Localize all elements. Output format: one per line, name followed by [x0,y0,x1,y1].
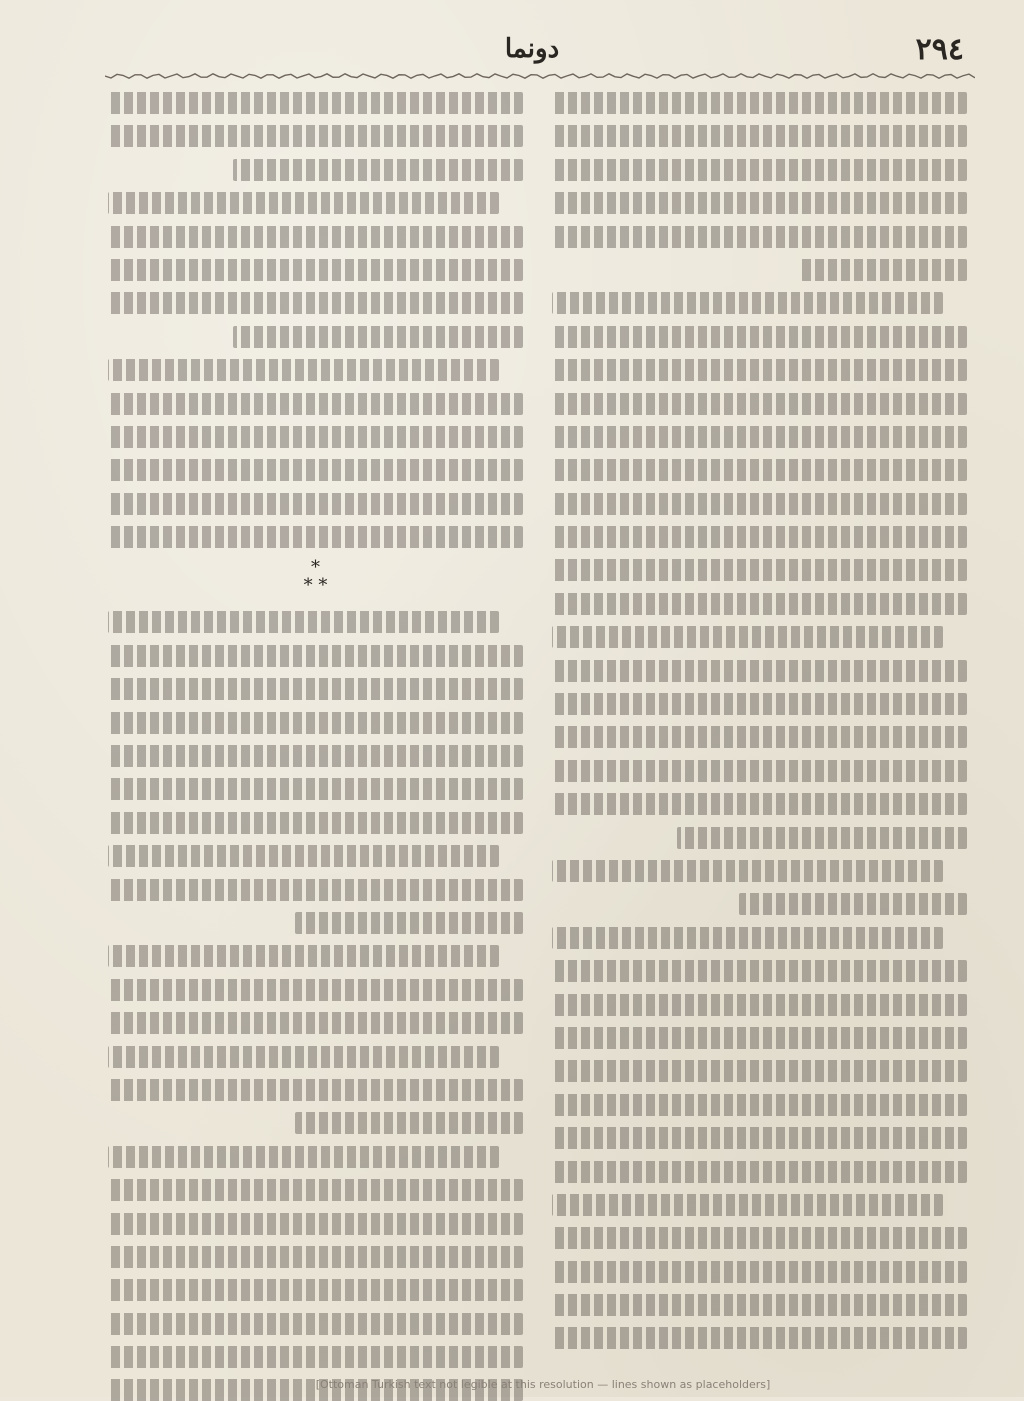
page-header [100,28,964,68]
unreadable-text-line [552,125,967,147]
unreadable-text-line [108,778,523,800]
unreadable-text-line [677,827,968,849]
unreadable-text-line [552,359,967,381]
unreadable-text-line [108,945,499,967]
unreadable-text-line [108,393,523,415]
unreadable-text-line [801,259,967,281]
unreadable-text-line [552,393,967,415]
unreadable-text-line [108,845,499,867]
unreadable-text-line [108,192,499,214]
header-wavy-rule [105,70,975,82]
unreadable-text-line [552,192,967,214]
unreadable-text-line [108,678,523,700]
unreadable-text-line [108,526,523,548]
unreadable-text-line [108,1079,523,1101]
column-right [552,92,967,1362]
unreadable-text-line [552,793,967,815]
unreadable-text-line [552,1227,967,1249]
unreadable-text-line [108,1346,523,1368]
unreadable-text-line [108,459,523,481]
unreadable-text-line [552,92,967,114]
unreadable-text-line [552,459,967,481]
unreadable-text-line [108,1313,523,1335]
unreadable-text-line [108,359,499,381]
unreadable-text-line [552,1127,967,1149]
unreadable-text-line [108,1213,523,1235]
unreadable-text-line [295,1112,523,1134]
unreadable-text-line [552,1327,967,1349]
unreadable-text-line [552,493,967,515]
unreadable-text-line [552,1161,967,1183]
unreadable-text-line [108,92,523,114]
unreadable-text-line [552,660,967,682]
unreadable-text-line [552,292,943,314]
unreadable-text-line [233,326,524,348]
unreadable-text-line [108,1279,523,1301]
unreadable-text-line [108,493,523,515]
page-number: ٢٩٤ [915,32,964,67]
unreadable-text-line [552,526,967,548]
asterism-divider: * * * [303,557,328,597]
unreadable-text-line [108,611,499,633]
unreadable-text-line [552,860,943,882]
unreadable-text-line [108,712,523,734]
unreadable-text-line [108,879,523,901]
column-left [108,92,523,1362]
unreadable-text-line [552,326,967,348]
unreadable-text-line [108,1012,523,1034]
unreadable-text-line [108,426,523,448]
unreadable-text-line [552,159,967,181]
unreadable-text-line [108,1179,523,1201]
unreadable-text-line [552,559,967,581]
unreadable-text-line [108,979,523,1001]
unreadable-text-line [552,994,967,1016]
unreadable-text-line [552,693,967,715]
unreadable-text-line [108,292,523,314]
unreadable-text-line [108,259,523,281]
unreadable-text-line [552,593,967,615]
unreadable-text-line [295,912,523,934]
unreadable-text-line [108,812,523,834]
unreadable-text-line [552,726,967,748]
unreadable-text-line [108,1146,499,1168]
unreadable-text-line [233,159,524,181]
unreadable-text-line [108,1046,499,1068]
unreadable-text-line [552,960,967,982]
unreadable-text-line [108,125,523,147]
unreadable-text-line [552,426,967,448]
unreadable-text-line [552,1194,943,1216]
unreadable-text-line [552,927,943,949]
unreadable-text-line [552,760,967,782]
running-title: دونما [504,34,560,64]
unreadable-text-line [108,645,523,667]
unreadable-text-line [552,1294,967,1316]
unreadable-text-line [108,226,523,248]
unreadable-text-line [552,1060,967,1082]
unreadable-text-line [108,745,523,767]
unreadable-text-line [552,226,967,248]
unreadable-text-line [552,1094,967,1116]
unreadable-text-line [739,893,967,915]
transcription-note: [Ottoman Turkish text not legible at this resolution — lines shown as placeholders] [315,1378,771,1391]
unreadable-text-line [108,1246,523,1268]
unreadable-text-line [552,626,943,648]
unreadable-text-line [552,1261,967,1283]
unreadable-text-line [552,1027,967,1049]
